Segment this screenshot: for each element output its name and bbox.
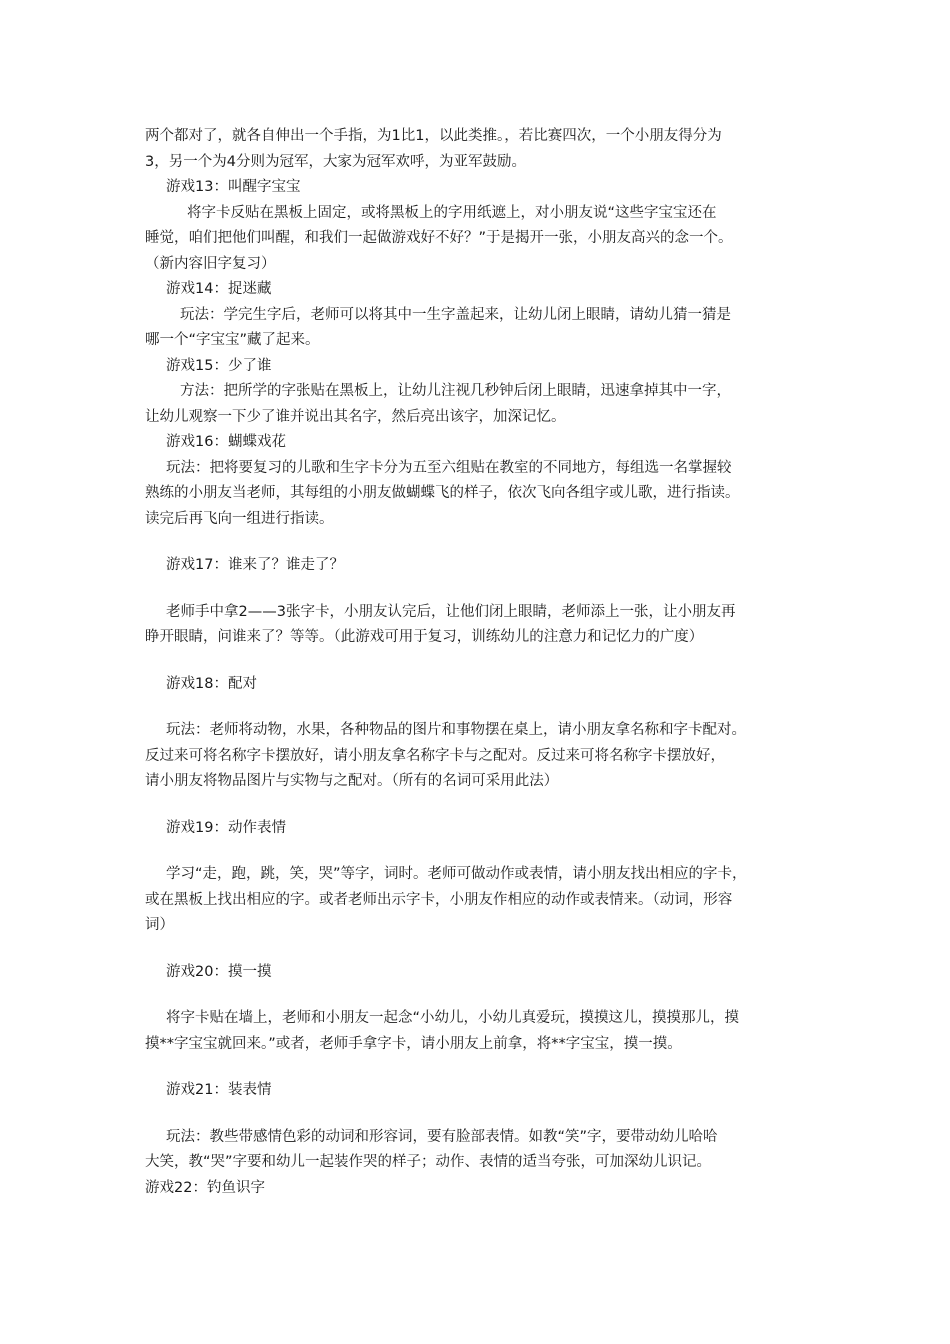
game-heading: 游戏15：少了谁 <box>166 357 272 374</box>
paragraph-spacer <box>145 579 810 600</box>
paragraph-line: 学习“走，跑，跳，笑，哭”等字，词时。老师可做动作或表情，请小朋友找出相应的字卡， <box>166 866 747 882</box>
paragraph-spacer <box>145 795 810 816</box>
paragraph-line: 方法：把所学的字张贴在黑板上，让幼儿注视几秒钟后闭上眼睛，迅速拿掉其中一字， <box>180 383 731 399</box>
paragraph-line: 大笑，教“哭”字要和幼儿一起装作哭的样子；动作、表情的适当夸张，可加深幼儿识记。 <box>145 1154 712 1170</box>
paragraph-line: 睁开眼睛，问谁来了？等等。（此游戏可用于复习，训练幼儿的注意力和记忆力的广度） <box>145 629 704 645</box>
paragraph-line: 睡觉，咱们把他们叫醒，和我们一起做游戏好不好？”于是揭开一张，小朋友高兴的念一个。 <box>145 230 733 246</box>
paragraph-line: 玩法：老师将动物，水果，各种物品的图片和事物摆在桌上，请小朋友拿名称和字卡配对。 <box>166 722 746 738</box>
paragraph-line: 3，另一个为4分则为冠军，大家为冠军欢呼，为亚军鼓励。 <box>145 153 526 170</box>
paragraph-line: 或在黑板上找出相应的字。或者老师出示字卡，小朋友作相应的动作或表情来。（动词，形容 <box>145 891 733 908</box>
paragraph-spacer <box>145 532 810 553</box>
game-heading: 游戏19：动作表情 <box>166 819 286 836</box>
paragraph-line: 老师手中拿2——3张字卡，小朋友认完后，让他们闭上眼睛，老师添上一张，让小朋友再 <box>166 603 736 620</box>
paragraph-line: 两个都对了，就各自伸出一个手指，为1比1，以此类推。，若比赛四次，一个小朋友得分为 <box>145 128 722 144</box>
game-heading: 游戏17：谁来了？谁走了？ <box>166 557 344 573</box>
paragraph-line: 摸**字宝宝就回来。”或者，老师手拿字卡，请小朋友上前拿，将**字宝宝，摸一摸。 <box>145 1035 682 1052</box>
paragraph-line: 玩法：教些带感情色彩的动词和形容词，要有脸部表情。如教“笑”字，要带动幼儿哈哈 <box>166 1128 718 1145</box>
paragraph-line: 将字卡贴在墙上，老师和小朋友一起念“小幼儿，小幼儿真爱玩，摸摸这儿，摸摸那儿，摸 <box>166 1010 740 1026</box>
paragraph-line: 玩法：学完生字后，老师可以将其中一生字盖起来，让幼儿闭上眼睛，请幼儿猜一猜是 <box>180 306 731 323</box>
paragraph-spacer <box>145 985 810 1006</box>
paragraph-spacer <box>145 1104 810 1125</box>
paragraph-spacer <box>145 841 810 862</box>
paragraph-line: 读完后再飞向一组进行指读。 <box>145 510 334 527</box>
game-heading: 游戏14：捉迷藏 <box>166 281 272 297</box>
paragraph-spacer <box>145 651 810 672</box>
paragraph-line: 反过来可将名称字卡摆放好，请小朋友拿名称字卡与之配对。反过来可将名称字卡摆放好， <box>145 747 725 764</box>
paragraph-line: 玩法：把将要复习的儿歌和生字卡分为五至六组贴在教室的不同地方，每组选一名掌握较 <box>166 459 732 476</box>
paragraph-line: 词） <box>145 917 174 933</box>
paragraph-line: 将字卡反贴在黑板上固定，或将黑板上的字用纸遮上，对小朋友说“这些字宝宝还在 <box>187 204 717 221</box>
paragraph-line: 请小朋友将物品图片与实物与之配对。（所有的名词可采用此法） <box>145 773 559 789</box>
paragraph-line: （新内容旧字复习） <box>145 255 276 272</box>
paragraph-spacer <box>145 697 810 718</box>
game-heading: 游戏21：装表情 <box>166 1082 272 1098</box>
game-heading: 游戏20：摸一摸 <box>166 963 272 980</box>
game-heading: 游戏18：配对 <box>166 675 257 692</box>
paragraph-line: 哪一个“字宝宝”藏了起来。 <box>145 332 320 348</box>
paragraph-spacer <box>145 1057 810 1078</box>
paragraph-line: 让幼儿观察一下少了谁并说出其名字，然后亮出该字，加深记忆。 <box>145 408 566 425</box>
game-heading: 游戏16：蝴蝶戏花 <box>166 434 286 450</box>
game-heading: 游戏22：钓鱼识字 <box>145 1179 265 1196</box>
paragraph-spacer <box>145 939 810 960</box>
paragraph-line: 熟练的小朋友当老师，其每组的小朋友做蝴蝶飞的样子，依次飞向各组字或儿歌，进行指读。 <box>145 485 740 501</box>
game-heading: 游戏13：叫醒字宝宝 <box>166 179 301 195</box>
document-body <box>145 124 810 1201</box>
